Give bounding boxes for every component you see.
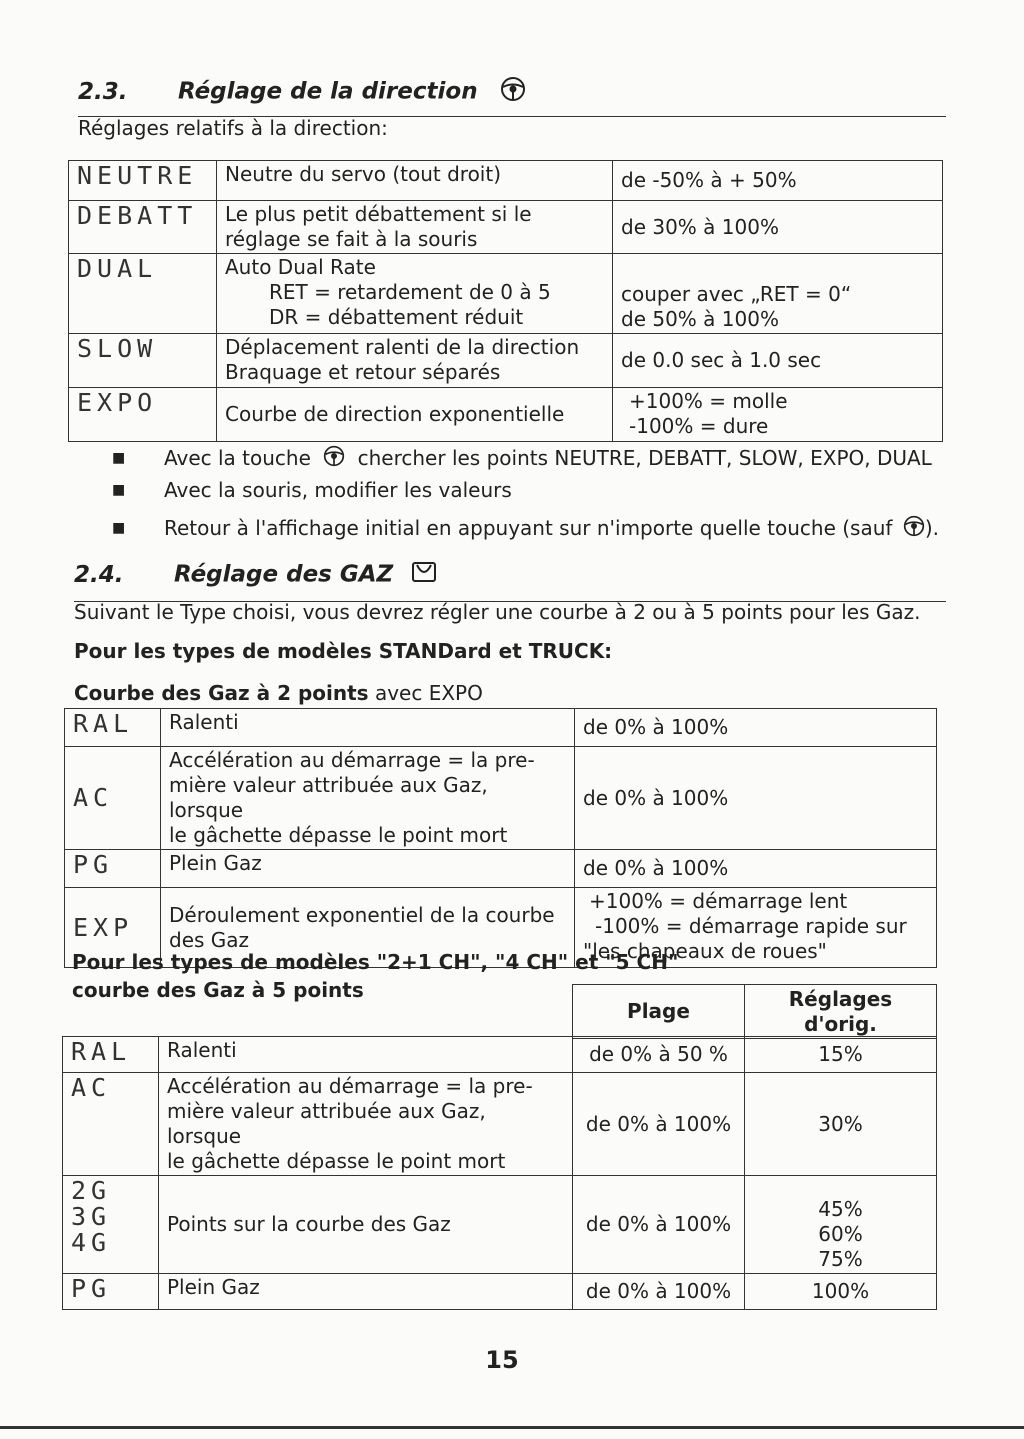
- section-title-text: Réglage des GAZ: [174, 561, 394, 588]
- row-orig: 100%: [745, 1274, 937, 1310]
- row-description: Plein Gaz: [161, 850, 575, 888]
- lcd-code: PG: [63, 1274, 159, 1310]
- row-description: Ralenti: [161, 709, 575, 747]
- row-description: Auto Dual Rate RET = retardement de 0 à 5 DR = débattement réduit: [217, 254, 613, 334]
- row-description: Courbe de direction exponentielle: [217, 388, 613, 442]
- row-description: Points sur la courbe des Gaz: [159, 1176, 573, 1274]
- row-description: Neutre du servo (tout droit): [217, 161, 613, 201]
- row-range: de 0% à 100%: [575, 850, 937, 888]
- table-row: [63, 1274, 937, 1310]
- table-row: [69, 254, 943, 334]
- list-item: ■ Avec la souris, modifier les valeurs: [112, 478, 512, 502]
- lcd-code: 2G 3G 4G: [63, 1176, 159, 1274]
- row-range: couper avec „RET = 0“ de 50% à 100%: [613, 254, 943, 334]
- row-description: Accélération au démarrage = la pre- mière valeur attribuée aux Gaz, lorsque le gâchette dépasse le point mort: [161, 747, 575, 850]
- row-orig: 15%: [745, 1037, 937, 1073]
- lcd-code: RAL: [65, 709, 161, 747]
- list-item: ■ Retour à l'affichage initial en appuyant sur n'importe quelle touche (sauf ).: [112, 512, 992, 544]
- lcd-code: AC: [65, 747, 161, 850]
- table-row: [69, 388, 943, 442]
- section-2-4-subtitle: Suivant le Type choisi, vous devrez régler une courbe à 2 ou à 5 points pour les Gaz.: [74, 600, 921, 624]
- table-row: [63, 1176, 937, 1274]
- lcd-code: EXP: [65, 888, 161, 968]
- row-range: de 0% à 50 %: [573, 1037, 745, 1073]
- gas-5-points-header: [572, 984, 937, 1039]
- heading-standard-truck: Pour les types de modèles STANDard et TRUCK:: [74, 639, 613, 663]
- row-range: de 0% à 100%: [573, 1073, 745, 1176]
- table-row: [65, 850, 937, 888]
- throttle-icon: [411, 561, 437, 589]
- row-range: de 0% à 100%: [575, 747, 937, 850]
- row-range: de 0% à 100%: [573, 1274, 745, 1310]
- table-row: [65, 747, 937, 850]
- lcd-code: RAL: [63, 1037, 159, 1073]
- section-title-text: Réglage de la direction: [178, 78, 478, 105]
- table-row: [63, 1073, 937, 1176]
- section-2-3-title: [78, 76, 526, 108]
- row-range: de 0.0 sec à 1.0 sec: [613, 334, 943, 388]
- list-item: ■ Avec la touche chercher les points NEUTRE, DEBATT, SLOW, EXPO, DUAL: [112, 442, 992, 474]
- column-header-reglages: Réglages d'orig.: [745, 985, 937, 1039]
- row-description: Plein Gaz: [159, 1274, 573, 1310]
- row-description: Le plus petit débattement si le réglage se fait à la souris: [217, 201, 613, 254]
- lcd-code: SLOW: [69, 334, 217, 388]
- table-row: [65, 709, 937, 747]
- table-row: [63, 1037, 937, 1073]
- row-range: de 30% à 100%: [613, 201, 943, 254]
- column-header-plage: Plage: [573, 985, 745, 1039]
- row-description: Déplacement ralenti de la direction Braquage et retour séparés: [217, 334, 613, 388]
- row-range: de -50% à + 50%: [613, 161, 943, 201]
- row-range: de 0% à 100%: [573, 1176, 745, 1274]
- row-range: +100% = démarrage lent -100% = démarrage rapide sur "les chapeaux de roues": [575, 888, 937, 968]
- row-description: Déroulement exponentiel de la courbe des Gaz: [161, 888, 575, 968]
- steering-wheel-icon: [323, 444, 345, 476]
- heading-5ch: Pour les types de modèles "2+1 CH", "4 CH" et "5 CH": [72, 950, 679, 974]
- row-range: +100% = molle -100% = dure: [613, 388, 943, 442]
- lcd-code: DEBATT: [69, 201, 217, 254]
- curve-2-points-heading: Courbe des Gaz à 2 points avec EXPO: [74, 681, 483, 705]
- lcd-code: EXPO: [69, 388, 217, 442]
- instruction-list: [112, 442, 992, 544]
- gas-5-points-table: [62, 1036, 937, 1310]
- section-number: 2.3.: [78, 78, 128, 105]
- steering-wheel-icon: [500, 76, 526, 108]
- curve-5-points-heading: courbe des Gaz à 5 points: [72, 978, 364, 1002]
- gas-2-points-table: [64, 708, 937, 968]
- lcd-code: DUAL: [69, 254, 217, 334]
- row-orig: 30%: [745, 1073, 937, 1176]
- row-range: de 0% à 100%: [575, 709, 937, 747]
- lcd-code: AC: [63, 1073, 159, 1176]
- row-description: Accélération au démarrage = la pre- mière valeur attribuée aux Gaz, lorsque le gâchette dépasse le point mort: [159, 1073, 573, 1176]
- steering-wheel-icon: [903, 514, 925, 546]
- section-2-4-title: [74, 561, 437, 589]
- section-2-3-subtitle: Réglages relatifs à la direction:: [78, 116, 388, 140]
- table-row: [69, 334, 943, 388]
- table-row: [69, 201, 943, 254]
- direction-settings-table: [68, 160, 943, 442]
- lcd-code: PG: [65, 850, 161, 888]
- page-number: 15: [485, 1346, 519, 1374]
- bottom-border: [0, 1426, 1024, 1429]
- section-number: 2.4.: [74, 561, 124, 588]
- row-description: Ralenti: [159, 1037, 573, 1073]
- lcd-code: NEUTRE: [69, 161, 217, 201]
- row-orig: 45% 60% 75%: [745, 1176, 937, 1274]
- table-row: [69, 161, 943, 201]
